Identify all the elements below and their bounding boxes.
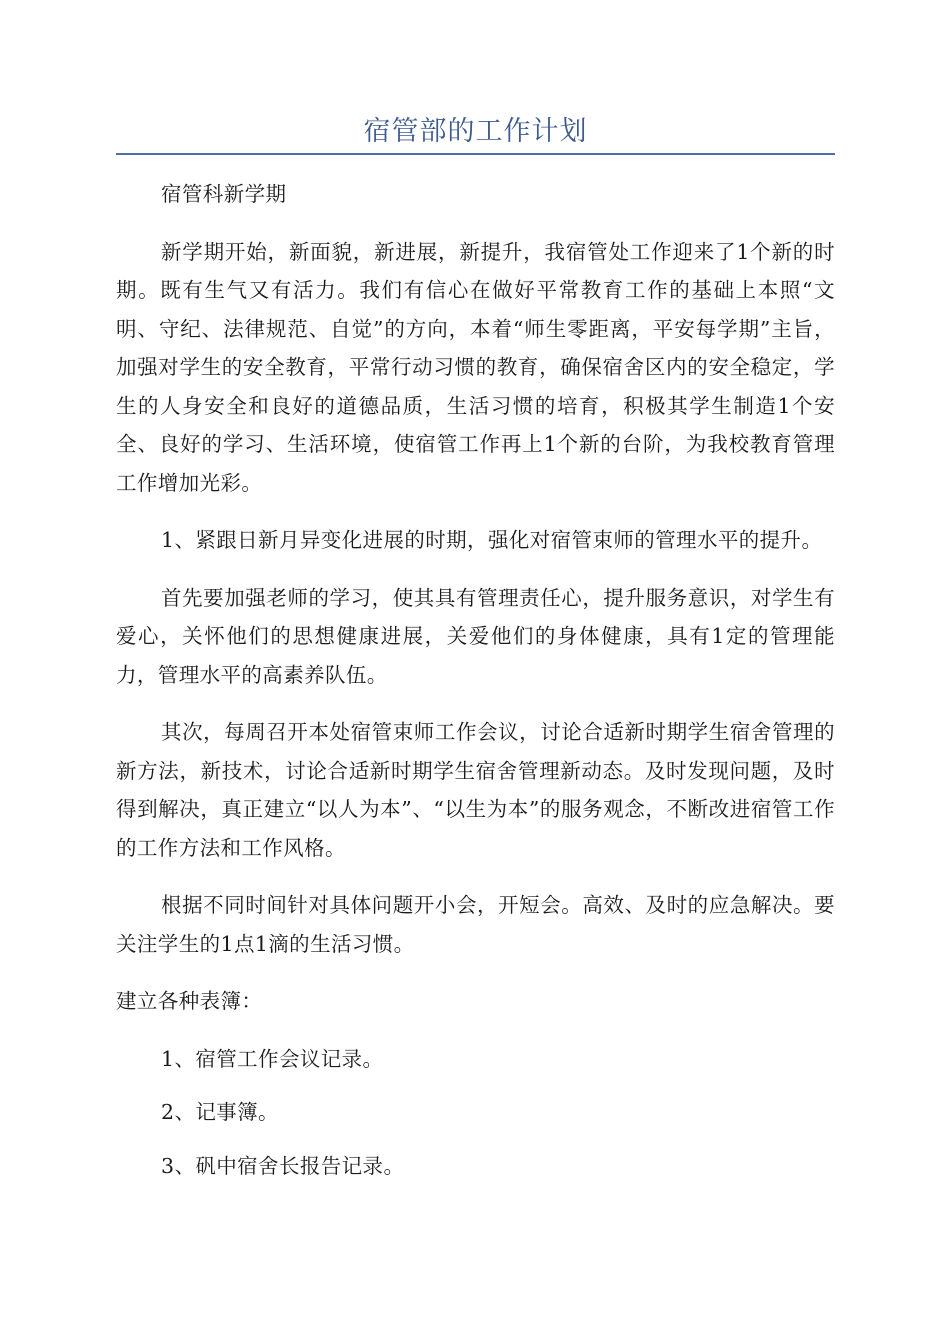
paragraph-first: 首先要加强老师的学习，使其具有管理责任心，提升服务意识，对学生有爱心，关怀他们的思想健康进展，关爱他们的身体健康，具有1定的管理能力，管理水平的高素养队伍。 bbox=[116, 585, 835, 687]
list-item: 3、矾中宿舍长报告记录。 bbox=[161, 1153, 405, 1178]
document-body bbox=[116, 175, 835, 1200]
paragraph-point-1: 1、紧跟日新月异变化进展的时期，强化对宿管束师的管理水平的提升。 bbox=[161, 528, 823, 552]
paragraph-second: 其次，每周召开本处宿管束师工作会议，讨论合适新时期学生宿舍管理的新方法，新技术，讨论合适新时期学生宿舍管理新动态。及时发现问题，及时得到解决，真正建立“以人为本”、“以生为本”的服务观念，不断改进宿管工作的工作方法和工作风格。 bbox=[116, 720, 835, 860]
forms-heading: 建立各种表簿： bbox=[116, 989, 263, 1013]
list-item: 1、宿管工作会议记录。 bbox=[161, 1046, 384, 1071]
document-title: 宿管部的工作计划 bbox=[363, 116, 588, 147]
paragraph-meetings: 根据不同时间针对具体问题开小会，开短会。高效、及时的应急解决。要关注学生的1点1滴的生活习惯。 bbox=[116, 893, 835, 956]
title-underline bbox=[116, 153, 835, 155]
subtitle-line: 宿管科新学期 bbox=[161, 182, 287, 206]
list-item: 2、记事簿。 bbox=[161, 1100, 279, 1124]
paragraph-intro: 新学期开始，新面貌，新进展，新提升，我宿管处工作迎来了1个新的时期。既有生气又有活力。我们有信心在做好平常教育工作的基础上本照“文明、守纪、法律规范、自觉”的方向，本着“师生零距离，平安每学期”主旨，加强对学生的安全教育，平常行动习惯的教育，确保宿舍区内的安全稳定，学生的人身安全和良好的道德品质，生活习惯的培育，积极其学生制造1个安全、良好的学习、生活环境，使宿管工作再上1个新的台阶，为我校教育管理工作增加光彩。 bbox=[116, 239, 835, 495]
